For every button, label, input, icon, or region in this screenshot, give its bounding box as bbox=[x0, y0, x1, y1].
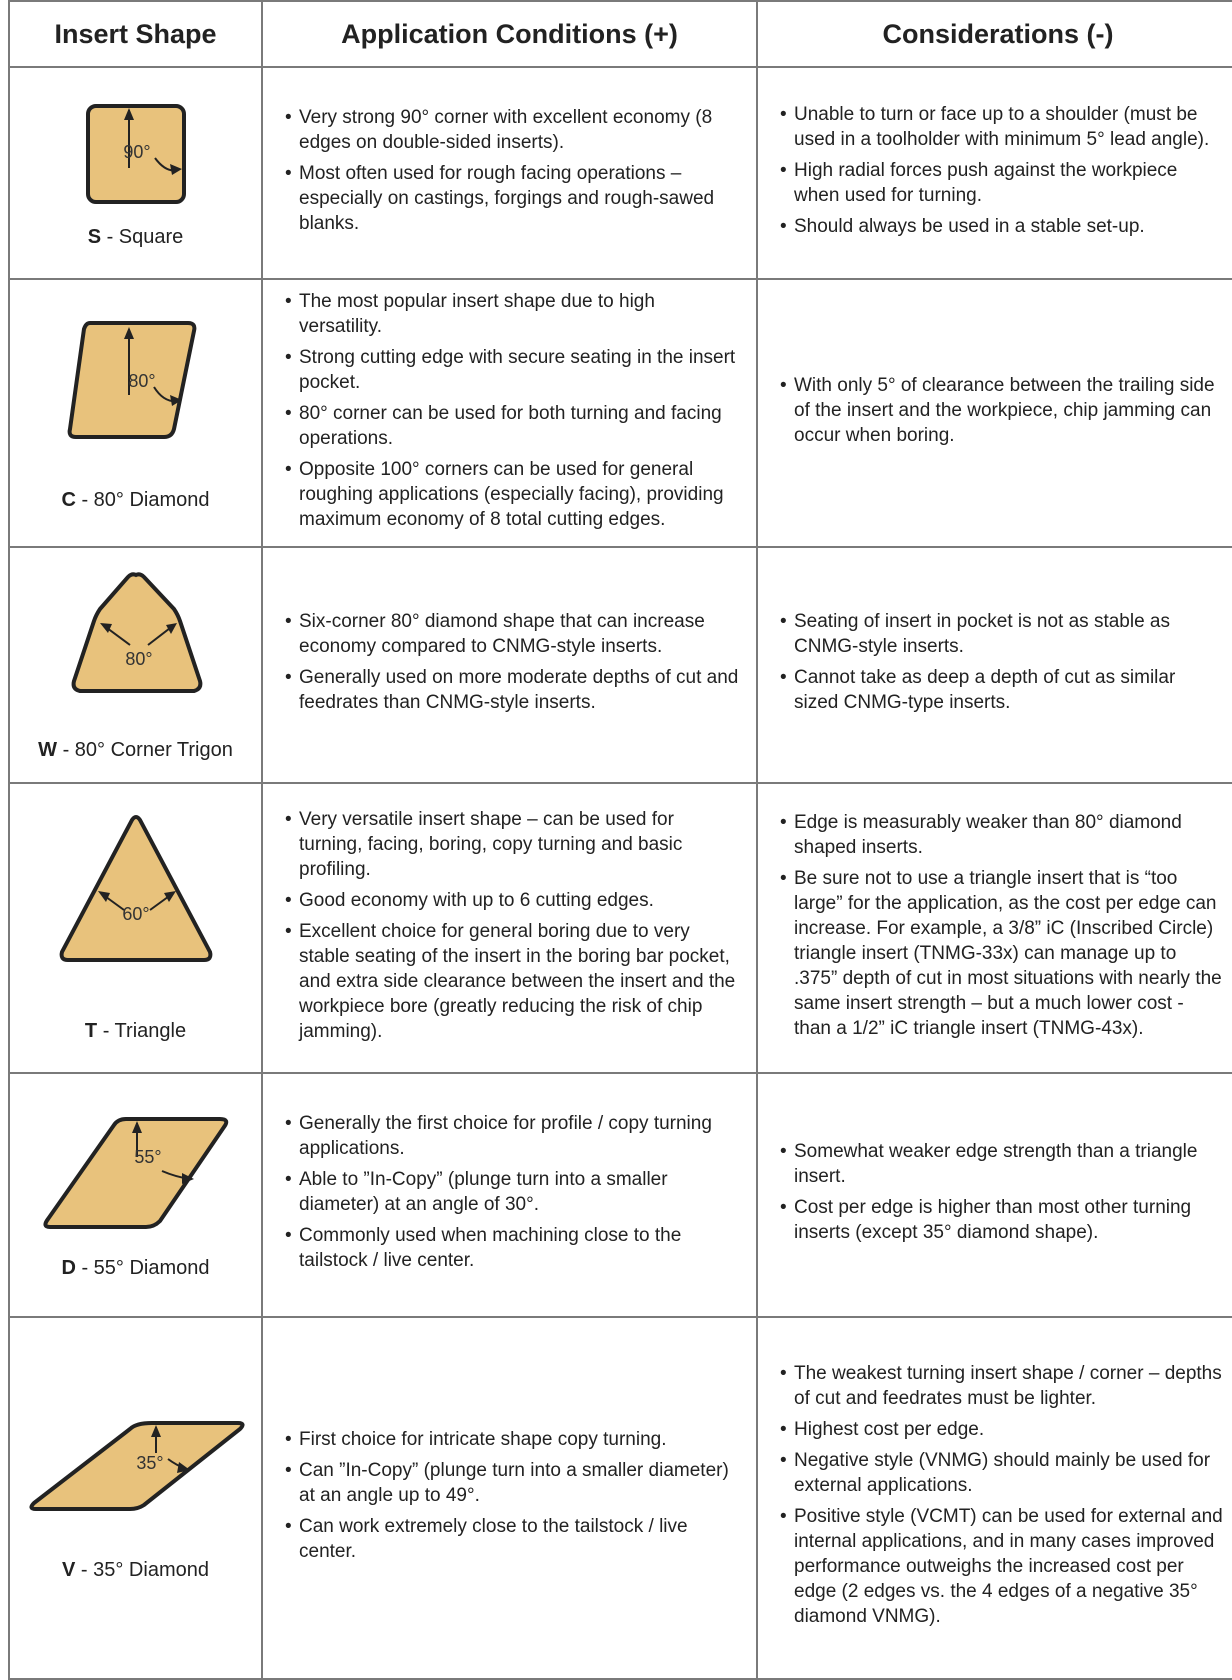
list-item: • Generally the first choice for profile / copy turning applications. bbox=[299, 1111, 742, 1161]
considerations-cell bbox=[757, 67, 1232, 279]
shape-code: D bbox=[61, 1256, 76, 1279]
list-item: • Excellent choice for general boring due to very stable seating of the insert in the boring bar pocket, and extra side clearance between the insert and the workpiece bore (greatly reducing the risk of chip jamming). bbox=[299, 919, 742, 1044]
considerations-cell bbox=[757, 279, 1232, 547]
list-item: • Six-corner 80° diamond shape that can increase economy compared to CNMG-style inserts. bbox=[299, 609, 742, 659]
list-item: • Be sure not to use a triangle insert that is “too large” for the application, as the cost per edge can increase. For example, a 3/8” iC (Inscribed Circle) triangle insert (TNMG-33x) can manage up to .375” depth of cut in most situations with nearly the same insert strength – but a much lower cost - than a 1/2” iC triangle insert (TNMG-43x). bbox=[794, 866, 1224, 1041]
shape-cell bbox=[9, 547, 262, 783]
shape-name-text: - Square bbox=[101, 225, 184, 248]
considerations-cell bbox=[757, 547, 1232, 783]
list-item: • Unable to turn or face up to a shoulder (must be used in a toolholder with minimum 5° lead angle). bbox=[794, 102, 1224, 152]
shape-code: C bbox=[61, 488, 76, 511]
shape-name-text: - 80° Diamond bbox=[75, 488, 210, 511]
list-item: • Positive style (VCMT) can be used for external and internal applications, and in many cases improved performance outweighs the increased cost per edge (2 edges vs. the 4 edges of a negative 35° diamond VNMG). bbox=[794, 1504, 1224, 1629]
list-item: • Can work extremely close to the tailstock / live center. bbox=[299, 1514, 742, 1564]
header-insert-shape: Insert Shape bbox=[9, 1, 262, 67]
square-insert-icon bbox=[36, 98, 236, 218]
list-item: • Somewhat weaker edge strength than a triangle insert. bbox=[794, 1139, 1224, 1189]
considerations-cell bbox=[757, 1073, 1232, 1317]
table-row bbox=[9, 67, 1232, 279]
angle-label: 80° bbox=[124, 648, 153, 669]
application-cell bbox=[262, 783, 757, 1073]
angle-label: 60° bbox=[121, 903, 150, 924]
80-degree-diamond-insert-icon bbox=[36, 315, 236, 445]
shape-cell bbox=[9, 279, 262, 547]
shape-code: W bbox=[38, 738, 58, 761]
triangle-insert-icon bbox=[36, 814, 236, 964]
list-item: • Should always be used in a stable set-up. bbox=[794, 214, 1224, 239]
list-item: • Very strong 90° corner with excellent economy (8 edges on double-sided inserts). bbox=[299, 105, 742, 155]
list-item: • Seating of insert in pocket is not as stable as CNMG-style inserts. bbox=[794, 609, 1224, 659]
list-item: • Good economy with up to 6 cutting edges. bbox=[299, 888, 742, 913]
shape-cell bbox=[9, 1317, 262, 1679]
shape-name-text: - 55° Diamond bbox=[75, 1256, 210, 1279]
list-item: • High radial forces push against the workpiece when used for turning. bbox=[794, 158, 1224, 208]
table-row bbox=[9, 547, 1232, 783]
header-row bbox=[9, 1, 1232, 67]
list-item: • Very versatile insert shape – can be used for turning, facing, boring, copy turning and basic profiling. bbox=[299, 807, 742, 882]
application-cell bbox=[262, 279, 757, 547]
shape-name-text: - Triangle bbox=[97, 1019, 187, 1042]
application-cell bbox=[262, 1317, 757, 1679]
list-item: • Negative style (VNMG) should mainly be used for external applications. bbox=[794, 1448, 1224, 1498]
shape-code: S bbox=[87, 225, 102, 248]
table-row bbox=[9, 1073, 1232, 1317]
shape-name bbox=[10, 1257, 261, 1280]
table-row bbox=[9, 783, 1232, 1073]
trigon-insert-icon bbox=[36, 569, 236, 699]
considerations-cell bbox=[757, 783, 1232, 1073]
shape-name bbox=[10, 739, 261, 762]
angle-label: 55° bbox=[133, 1146, 162, 1167]
shape-name-text: - 80° Corner Trigon bbox=[57, 738, 233, 761]
shape-name bbox=[10, 226, 261, 249]
list-item: • Generally used on more moderate depths of cut and feedrates than CNMG-style inserts. bbox=[299, 665, 742, 715]
shape-code: T bbox=[84, 1019, 98, 1042]
list-item: • Can ”In-Copy” (plunge turn into a smaller diameter) at an angle up to 49°. bbox=[299, 1458, 742, 1508]
list-item: • Cannot take as deep a depth of cut as similar sized CNMG-type inserts. bbox=[794, 665, 1224, 715]
application-cell bbox=[262, 1073, 757, 1317]
list-item: • 80° corner can be used for both turning and facing operations. bbox=[299, 401, 742, 451]
shape-cell bbox=[9, 1073, 262, 1317]
shape-name bbox=[10, 489, 261, 512]
header-considerations: Considerations (-) bbox=[757, 1, 1232, 67]
insert-shape-table bbox=[8, 0, 1232, 1680]
shape-cell bbox=[9, 67, 262, 279]
table-row bbox=[9, 1317, 1232, 1679]
list-item: • Edge is measurably weaker than 80° diamond shaped inserts. bbox=[794, 810, 1224, 860]
angle-label: 80° bbox=[127, 370, 156, 391]
list-item: • First choice for intricate shape copy turning. bbox=[299, 1427, 742, 1452]
list-item: • Cost per edge is higher than most other turning inserts (except 35° diamond shape). bbox=[794, 1195, 1224, 1245]
list-item: • The weakest turning insert shape / corner – depths of cut and feedrates must be lighter. bbox=[794, 1361, 1224, 1411]
55-degree-diamond-insert-icon bbox=[36, 1111, 236, 1231]
35-degree-diamond-insert-icon bbox=[26, 1415, 246, 1515]
list-item: • With only 5° of clearance between the trailing side of the insert and the workpiece, chip jamming can occur when boring. bbox=[794, 373, 1224, 448]
shape-name bbox=[10, 1020, 261, 1043]
angle-label: 90° bbox=[122, 141, 151, 162]
considerations-cell bbox=[757, 1317, 1232, 1679]
list-item: • Strong cutting edge with secure seating in the insert pocket. bbox=[299, 345, 742, 395]
shape-cell bbox=[9, 783, 262, 1073]
shape-name-text: - 35° Diamond bbox=[75, 1558, 209, 1581]
list-item: • Commonly used when machining close to the tailstock / live center. bbox=[299, 1223, 742, 1273]
shape-code: V bbox=[62, 1558, 76, 1581]
header-application-conditions: Application Conditions (+) bbox=[262, 1, 757, 67]
application-cell bbox=[262, 547, 757, 783]
list-item: • The most popular insert shape due to high versatility. bbox=[299, 289, 742, 339]
application-cell bbox=[262, 67, 757, 279]
angle-label: 35° bbox=[135, 1452, 164, 1473]
table-row bbox=[9, 279, 1232, 547]
list-item: • Able to ”In-Copy” (plunge turn into a smaller diameter) at an angle of 30°. bbox=[299, 1167, 742, 1217]
list-item: • Highest cost per edge. bbox=[794, 1417, 1224, 1442]
shape-name bbox=[10, 1559, 261, 1582]
list-item: • Opposite 100° corners can be used for general roughing applications (especially facing), providing maximum economy of 8 total cutting edges. bbox=[299, 457, 742, 532]
list-item: • Most often used for rough facing operations – especially on castings, forgings and rough-sawed blanks. bbox=[299, 161, 742, 236]
